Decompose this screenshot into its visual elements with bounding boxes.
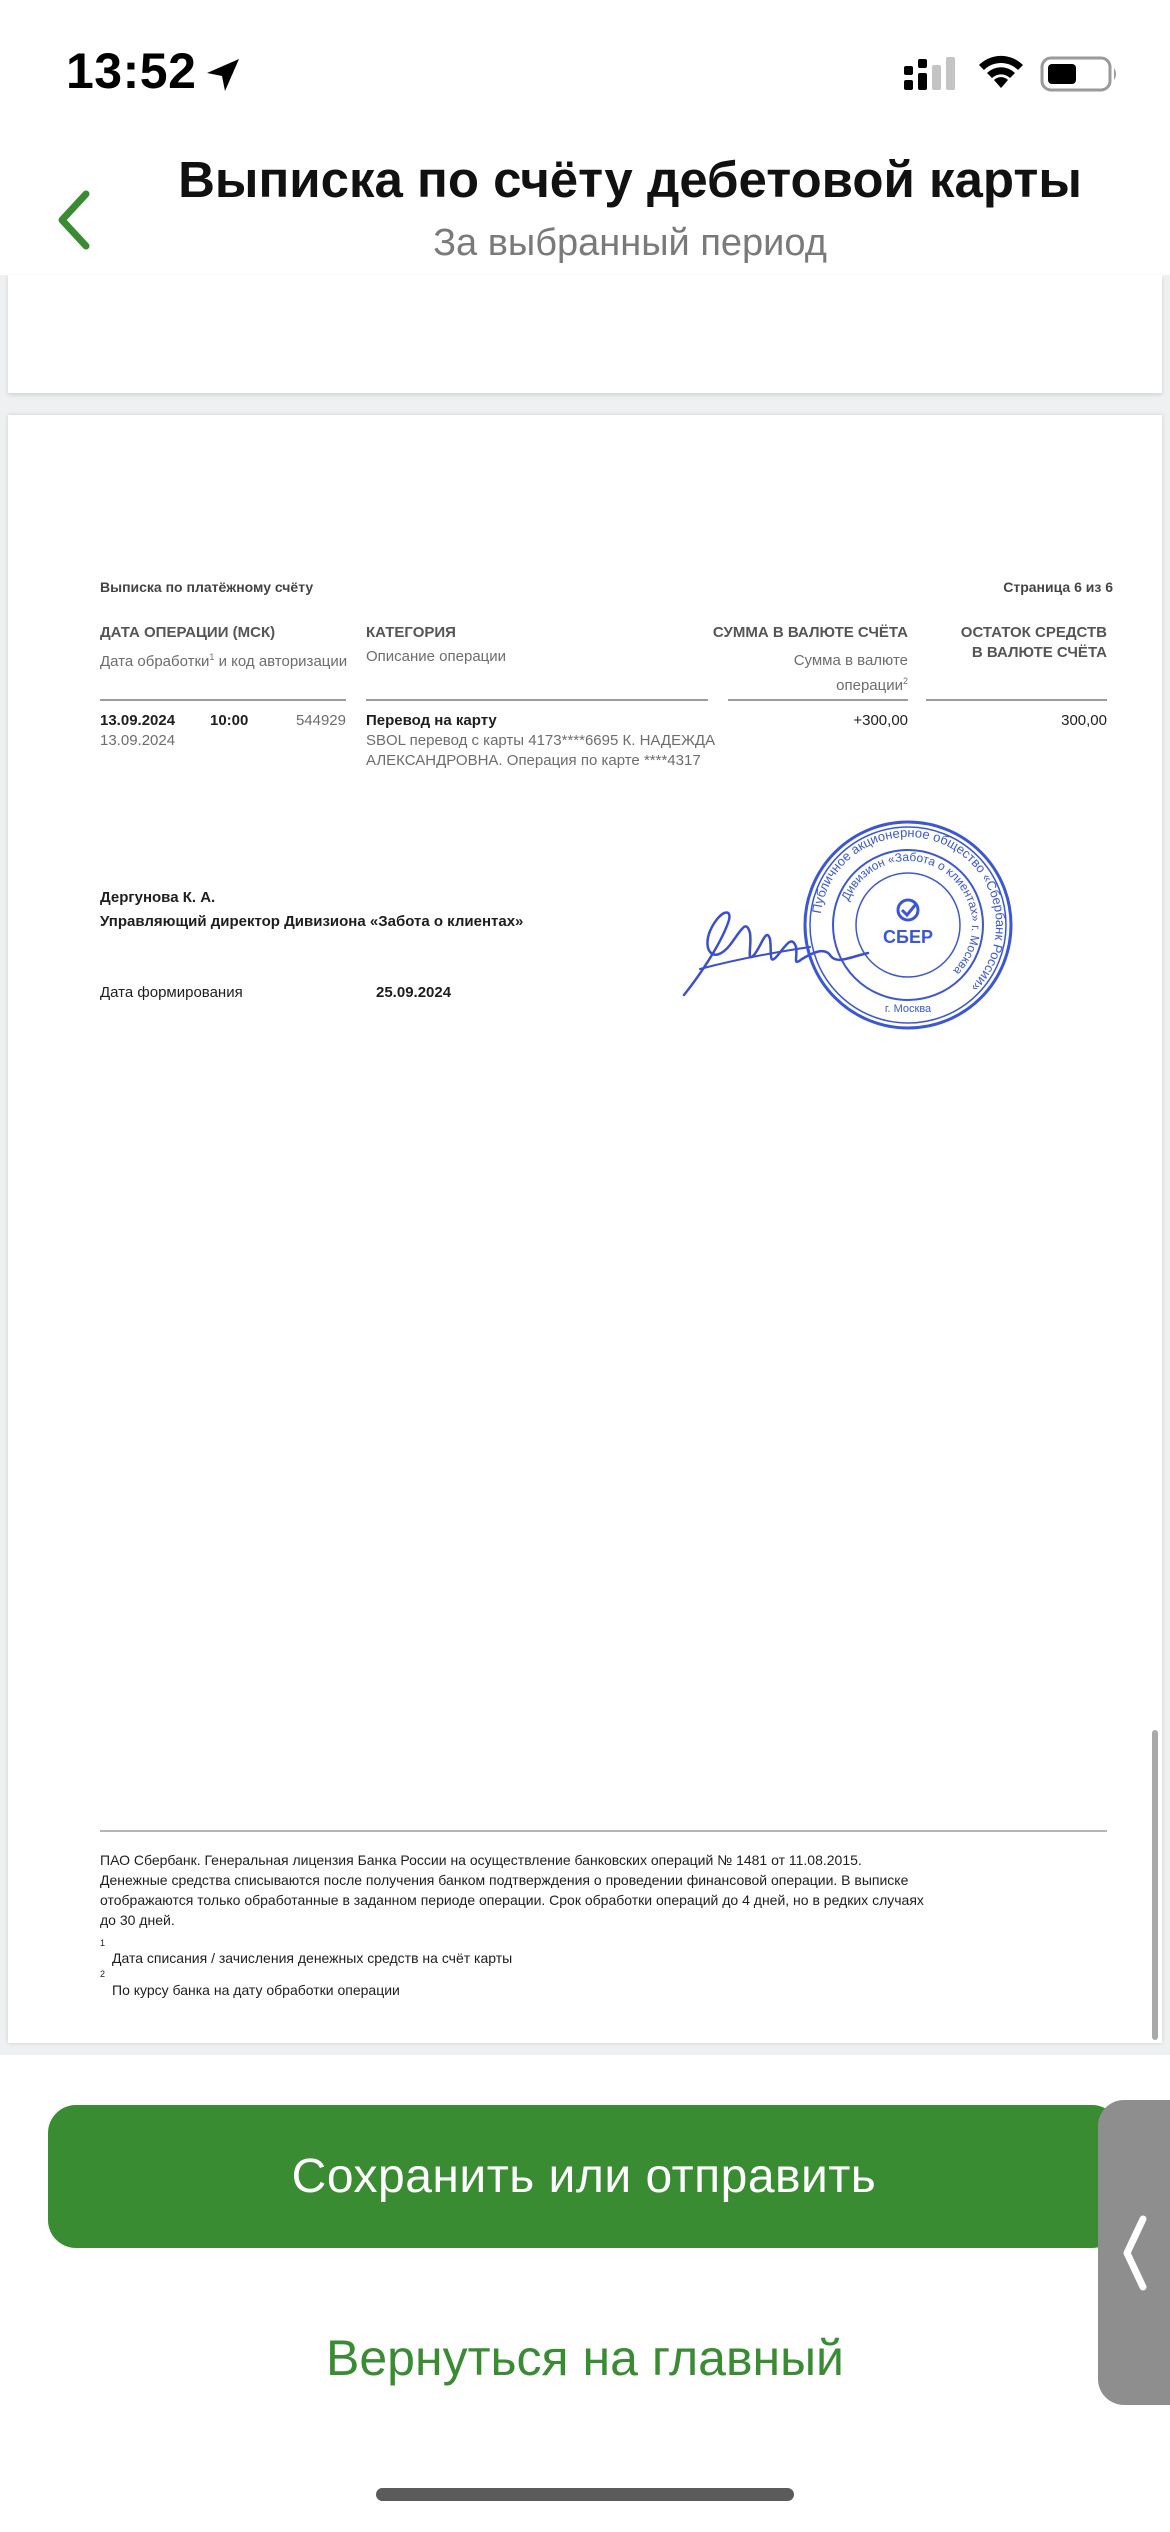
location-arrow-icon [203, 55, 243, 95]
document-scrollbar[interactable] [1152, 1730, 1158, 2040]
home-indicator[interactable] [376, 2488, 794, 2501]
column-rule-balance [926, 699, 1107, 701]
return-home-link[interactable]: Вернуться на главный [326, 2330, 844, 2386]
document-title: Выписка по платёжному счёту [100, 579, 314, 595]
page-title: Выписка по счёту дебетовой карты [178, 151, 1082, 208]
page-subtitle: За выбранный период [433, 222, 827, 264]
stamp-outer-text: Публичное акционерное общество «Сбербанк России» [808, 824, 1009, 996]
signer-name: Дергунова К. А. [100, 889, 216, 906]
previous-page [8, 275, 1162, 393]
footer-line-2: Денежные средства списываются после получения банком подтверждения о проведении финансовой операции. В выписке [100, 1872, 909, 1888]
footnote-2: По курсу банка на дату обработки операции [112, 1982, 400, 1998]
document-viewer[interactable] [0, 275, 1170, 2055]
operation-balance: 300,00 [1061, 712, 1107, 729]
operation-time: 10:00 [210, 712, 249, 729]
footer-line-3: отображаются только обработанные в заданном периоде операции. Срок обработки операций до 4 дней, но в редких случаях [100, 1892, 924, 1908]
column-sub-category: Описание операции [366, 648, 507, 665]
operation-amount: +300,00 [853, 712, 908, 729]
column-header-balance-line2: В ВАЛЮТЕ СЧЁТА [971, 644, 1107, 661]
column-sub-amount-line2: операции$^2$ [836, 676, 908, 694]
status-bar [0, 0, 1170, 150]
footer-rule [100, 1830, 1107, 1832]
column-rule-amount [728, 699, 908, 701]
formation-date: 25.09.2024 [376, 984, 452, 1001]
save-or-send-label: Сохранить или отправить [291, 2150, 877, 2203]
svg-text:Дивизион «Забота о клиентах» г [838, 850, 983, 978]
formation-date-label: Дата формирования [100, 984, 243, 1001]
column-rule-date [100, 699, 346, 701]
back-button[interactable] [44, 180, 104, 260]
stamp-inner-text: Дивизион «Забота о клиентах» г. Москва [838, 849, 984, 979]
stamp-brand: СБЕР [883, 927, 933, 947]
column-sub-amount-line1: Сумма в валюте [793, 652, 908, 669]
bank-stamp [798, 815, 1018, 1035]
column-header-date: ДАТА ОПЕРАЦИИ (МСК) [100, 624, 276, 641]
chevron-left-icon [54, 188, 94, 252]
cellular-signal-icon [902, 56, 960, 92]
footer-line-4: до 30 дней. [100, 1912, 175, 1928]
operation-auth-code: 544929 [295, 712, 346, 729]
column-header-category: КАТЕГОРИЯ [366, 624, 456, 641]
footer-line-1: ПАО Сбербанк. Генеральная лицензия Банка России на осуществление банковских операций № 1481 от 11.08.2015. [100, 1852, 862, 1868]
operation-description-line2: АЛЕКСАНДРОВНА. Операция по карте ****4317 [366, 752, 701, 769]
operation-category: Перевод на карту [366, 712, 497, 729]
footnote-mark-2: 2 [100, 1969, 106, 1979]
column-rule-category [366, 699, 708, 701]
status-time: 13:52 [66, 43, 197, 99]
save-or-send-button[interactable] [48, 2105, 1120, 2248]
stamp-city: г. Москва [884, 1003, 932, 1015]
page-counter: Страница 6 из 6 [1003, 579, 1113, 595]
statement-page [8, 415, 1162, 2043]
column-header-balance-line1: ОСТАТОК СРЕДСТВ [960, 624, 1107, 641]
operation-date: 13.09.2024 [100, 712, 176, 729]
wifi-icon [976, 52, 1026, 92]
battery-icon [1040, 54, 1120, 94]
operation-description-line1: SBOL перевод с карты 4173****6695 К. НАДЕЖДА [366, 732, 716, 749]
footnote-1: Дата списания / зачисления денежных средств на счёт карты [112, 1950, 513, 1966]
header [0, 140, 1170, 280]
side-panel-handle[interactable] [1098, 2100, 1170, 2405]
column-header-amount: СУММА В ВАЛЮТЕ СЧЁТА [712, 624, 908, 641]
chevron-left-icon [1119, 2213, 1149, 2293]
column-sub-date: Дата обработки$^1$ и код авторизации [100, 652, 348, 670]
footnote-mark-1: 1 [100, 1938, 106, 1948]
operation-processing-date: 13.09.2024 [100, 732, 176, 749]
signer-position: Управляющий директор Дивизиона «Забота о клиентах» [100, 913, 524, 930]
